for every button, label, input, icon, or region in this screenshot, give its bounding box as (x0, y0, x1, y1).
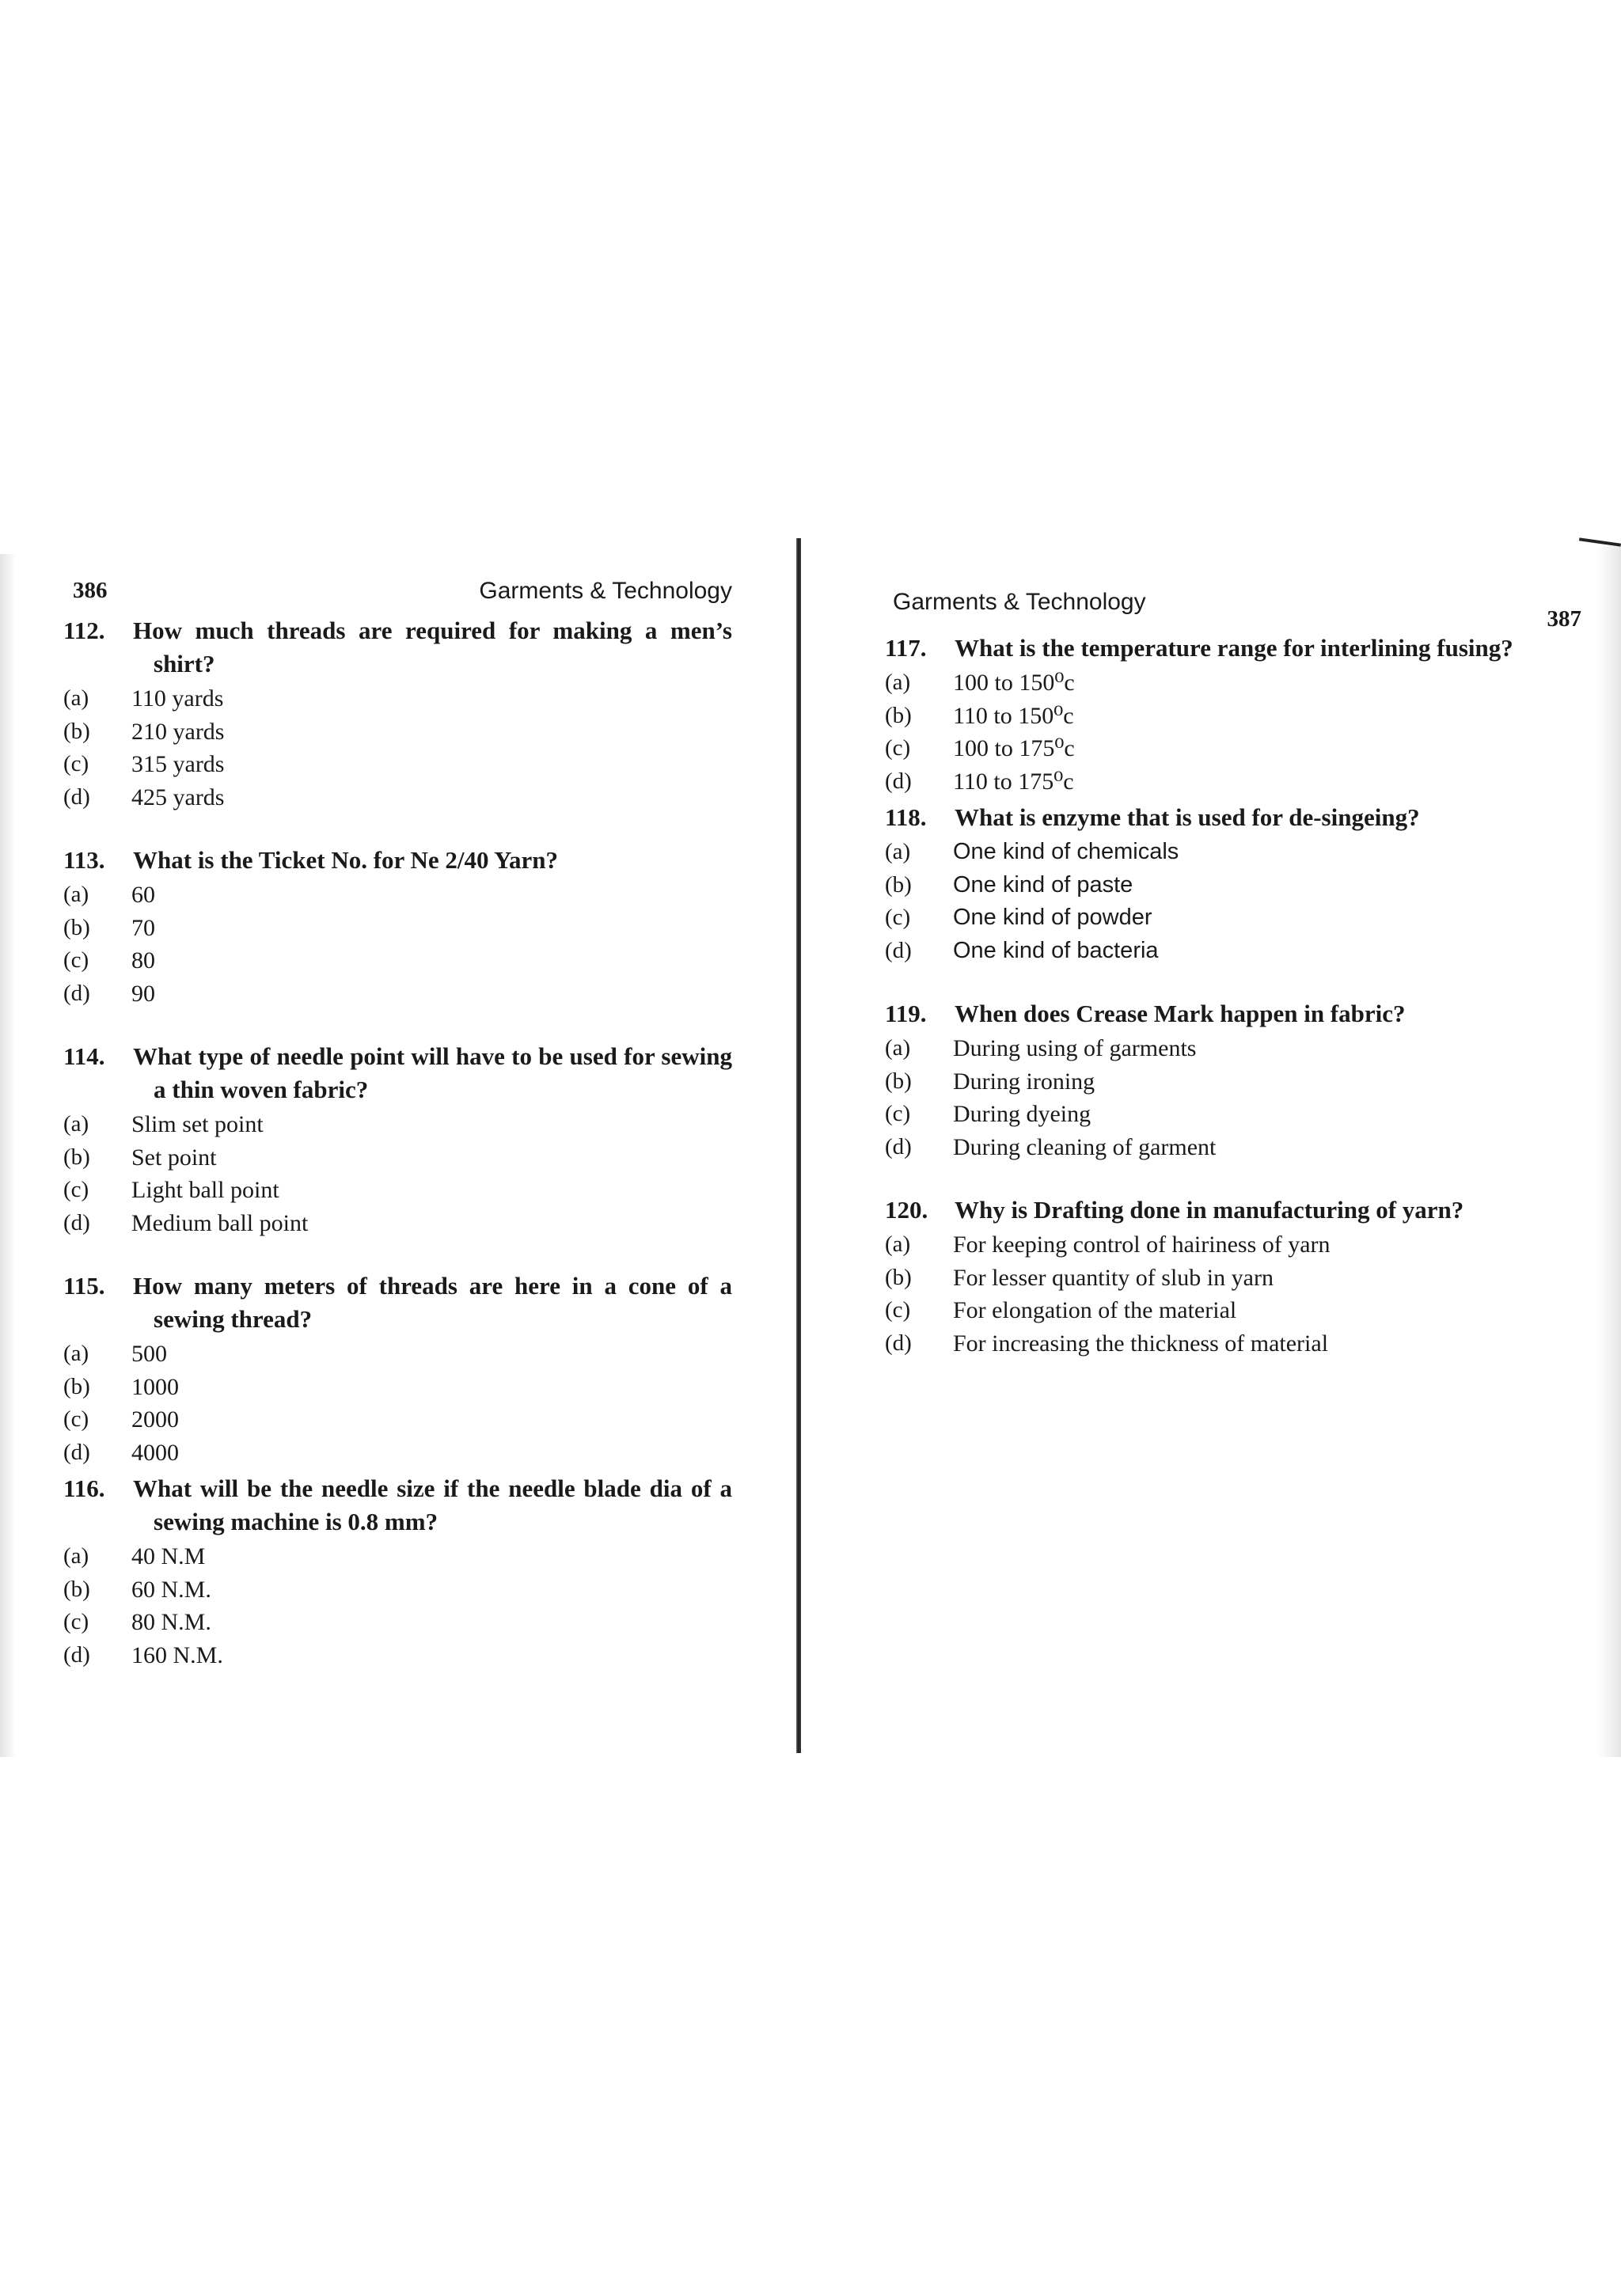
question-number: 116. (63, 1474, 105, 1502)
option-text: 100 to 150⁰c (953, 670, 1075, 696)
right-page (885, 578, 1581, 1360)
option-d (63, 1436, 732, 1470)
option-list (63, 879, 732, 1010)
option-letter: (a) (885, 1231, 911, 1257)
question-number: 114. (63, 1042, 105, 1070)
option-text: 60 (131, 882, 155, 908)
option-c (63, 1606, 732, 1639)
option-c (885, 1098, 1581, 1131)
option-text: 315 yards (131, 751, 225, 777)
question-text: Why is Drafting done in manufacturing of yarn? (955, 1196, 1464, 1224)
option-letter: (d) (63, 980, 90, 1006)
option-letter: (c) (885, 735, 911, 761)
option-a (885, 1228, 1581, 1262)
option-c (885, 901, 1581, 935)
option-c (885, 1294, 1581, 1327)
option-b (885, 1262, 1581, 1295)
option-text: 1000 (131, 1373, 179, 1400)
option-letter: (d) (885, 768, 912, 794)
option-text: For increasing the thickness of material (953, 1330, 1329, 1357)
option-d (63, 977, 732, 1011)
option-letter: (c) (885, 905, 911, 930)
option-d (885, 1327, 1581, 1361)
option-text: 210 yards (131, 718, 225, 745)
option-letter: (d) (885, 937, 912, 963)
option-letter: (d) (63, 1209, 90, 1235)
option-text: One kind of bacteria (953, 937, 1159, 963)
question-114 (63, 1040, 732, 1239)
option-text: 110 yards (131, 685, 224, 712)
option-list (63, 1108, 732, 1239)
option-text: During dyeing (953, 1101, 1091, 1127)
option-list (63, 682, 732, 814)
right-header-title: Garments & Technology (893, 589, 1146, 615)
option-text: 110 to 150⁰c (953, 702, 1074, 729)
option-b (63, 715, 732, 749)
option-a (885, 836, 1581, 869)
option-letter: (c) (63, 1609, 89, 1634)
option-letter: (b) (885, 1068, 912, 1094)
option-text: During ironing (953, 1068, 1095, 1095)
right-page-number: 387 (1547, 606, 1581, 632)
question-text: What is enzyme that is used for de-singeing? (955, 803, 1420, 831)
option-letter: (b) (885, 871, 912, 898)
option-text: 4000 (131, 1439, 179, 1466)
option-text: Slim set point (131, 1111, 264, 1137)
option-d (885, 935, 1581, 968)
option-letter: (d) (885, 1330, 912, 1356)
option-letter: (b) (63, 914, 90, 940)
question-text: What will be the needle size if the needle blade dia of a sewing machine is 0.8 mm? (133, 1474, 732, 1535)
option-text: Set point (131, 1144, 217, 1171)
question-120 (885, 1194, 1581, 1360)
question-number: 115. (63, 1272, 105, 1300)
question-number: 119. (885, 1000, 927, 1027)
option-a (885, 666, 1581, 700)
option-text: 80 (131, 947, 155, 973)
option-list (885, 836, 1581, 967)
question-text: When does Crease Mark happen in fabric? (955, 1000, 1406, 1027)
option-letter: (b) (885, 702, 912, 728)
option-b (63, 1141, 732, 1175)
option-letter: (b) (885, 1264, 912, 1290)
option-text: Light ball point (131, 1177, 279, 1203)
option-a (63, 682, 732, 715)
option-letter: (c) (63, 751, 89, 776)
option-letter: (a) (63, 1543, 89, 1569)
option-list (885, 666, 1581, 798)
option-text: 70 (131, 914, 155, 941)
question-118 (885, 801, 1581, 967)
option-letter: (c) (63, 1177, 89, 1202)
option-text: For elongation of the material (953, 1297, 1237, 1323)
option-c (63, 748, 732, 781)
question-113 (63, 844, 732, 1010)
option-b (63, 1371, 732, 1404)
option-list (885, 1032, 1581, 1163)
option-d (63, 1639, 732, 1672)
option-list (63, 1540, 732, 1672)
option-text: 110 to 175⁰c (953, 768, 1074, 795)
option-text: 425 yards (131, 784, 225, 810)
option-letter: (a) (885, 839, 911, 864)
option-letter: (d) (63, 784, 90, 810)
option-d (885, 1131, 1581, 1164)
option-text: 100 to 175⁰c (953, 735, 1075, 761)
option-text: One kind of paste (953, 871, 1133, 898)
option-b (63, 912, 732, 945)
left-running-head (63, 578, 732, 614)
option-letter: (c) (885, 1297, 911, 1323)
option-c (63, 1403, 732, 1436)
option-d (63, 781, 732, 814)
option-text: 2000 (131, 1406, 179, 1433)
option-list (885, 1228, 1581, 1360)
right-running-head (885, 578, 1581, 632)
left-header-title: Garments & Technology (479, 578, 732, 604)
option-letter: (a) (63, 685, 89, 711)
option-letter: (a) (63, 882, 89, 907)
option-letter: (a) (885, 670, 911, 695)
option-text: For keeping control of hairiness of yarn (953, 1231, 1331, 1258)
option-a (63, 879, 732, 912)
question-number: 118. (885, 803, 927, 831)
scan-edge-shadow-right (1597, 546, 1621, 1757)
option-text: One kind of powder (953, 905, 1152, 930)
option-letter: (d) (885, 1133, 912, 1159)
question-number: 112. (63, 617, 105, 644)
option-letter: (c) (63, 947, 89, 973)
option-text: During using of garments (953, 1035, 1197, 1061)
question-number: 113. (63, 846, 105, 874)
scan-corner-mark (1579, 537, 1621, 546)
question-117 (885, 632, 1581, 798)
option-c (885, 732, 1581, 765)
option-a (63, 1338, 732, 1371)
question-text: What type of needle point will have to be used for sewing a thin woven fabric? (133, 1042, 732, 1103)
question-text: How many meters of threads are here in a cone of a sewing thread? (133, 1272, 732, 1333)
option-letter: (c) (885, 1101, 911, 1126)
option-letter: (a) (63, 1341, 89, 1366)
option-text: Medium ball point (131, 1209, 309, 1236)
option-b (885, 1065, 1581, 1099)
question-text: How much threads are required for making a men’s shirt? (133, 617, 732, 677)
option-text: For lesser quantity of slub in yarn (953, 1264, 1274, 1291)
option-d (63, 1207, 732, 1240)
question-text: What is the temperature range for interlining fusing? (955, 634, 1513, 662)
question-115 (63, 1269, 732, 1469)
option-b (885, 700, 1581, 733)
option-letter: (b) (63, 718, 90, 744)
question-number: 120. (885, 1196, 928, 1224)
left-page-number: 386 (73, 578, 108, 603)
option-text: During cleaning of garment (953, 1133, 1217, 1160)
option-text: 80 N.M. (131, 1609, 211, 1635)
option-text: One kind of chemicals (953, 839, 1179, 864)
option-list (63, 1338, 732, 1469)
option-text: 40 N.M (131, 1543, 206, 1569)
option-d (885, 765, 1581, 799)
question-112 (63, 614, 732, 814)
option-c (63, 944, 732, 977)
book-spine (796, 538, 801, 1753)
option-a (63, 1108, 732, 1141)
option-c (63, 1174, 732, 1207)
option-letter: (b) (63, 1576, 90, 1602)
question-number: 117. (885, 634, 927, 662)
option-text: 160 N.M. (131, 1641, 223, 1668)
option-letter: (a) (885, 1035, 911, 1061)
option-text: 60 N.M. (131, 1576, 211, 1603)
option-a (63, 1540, 732, 1573)
option-letter: (d) (63, 1641, 90, 1668)
left-page (63, 578, 732, 1672)
question-116 (63, 1472, 732, 1672)
question-text: What is the Ticket No. for Ne 2/40 Yarn? (133, 846, 559, 874)
option-letter: (d) (63, 1439, 90, 1465)
question-119 (885, 997, 1581, 1163)
option-a (885, 1032, 1581, 1065)
option-text: 90 (131, 980, 155, 1007)
option-letter: (c) (63, 1406, 89, 1432)
option-text: 500 (131, 1341, 167, 1367)
option-letter: (a) (63, 1111, 89, 1137)
scan-edge-shadow-left (0, 554, 16, 1757)
option-letter: (b) (63, 1144, 90, 1170)
option-letter: (b) (63, 1373, 90, 1399)
option-b (885, 869, 1581, 902)
option-b (63, 1573, 732, 1607)
